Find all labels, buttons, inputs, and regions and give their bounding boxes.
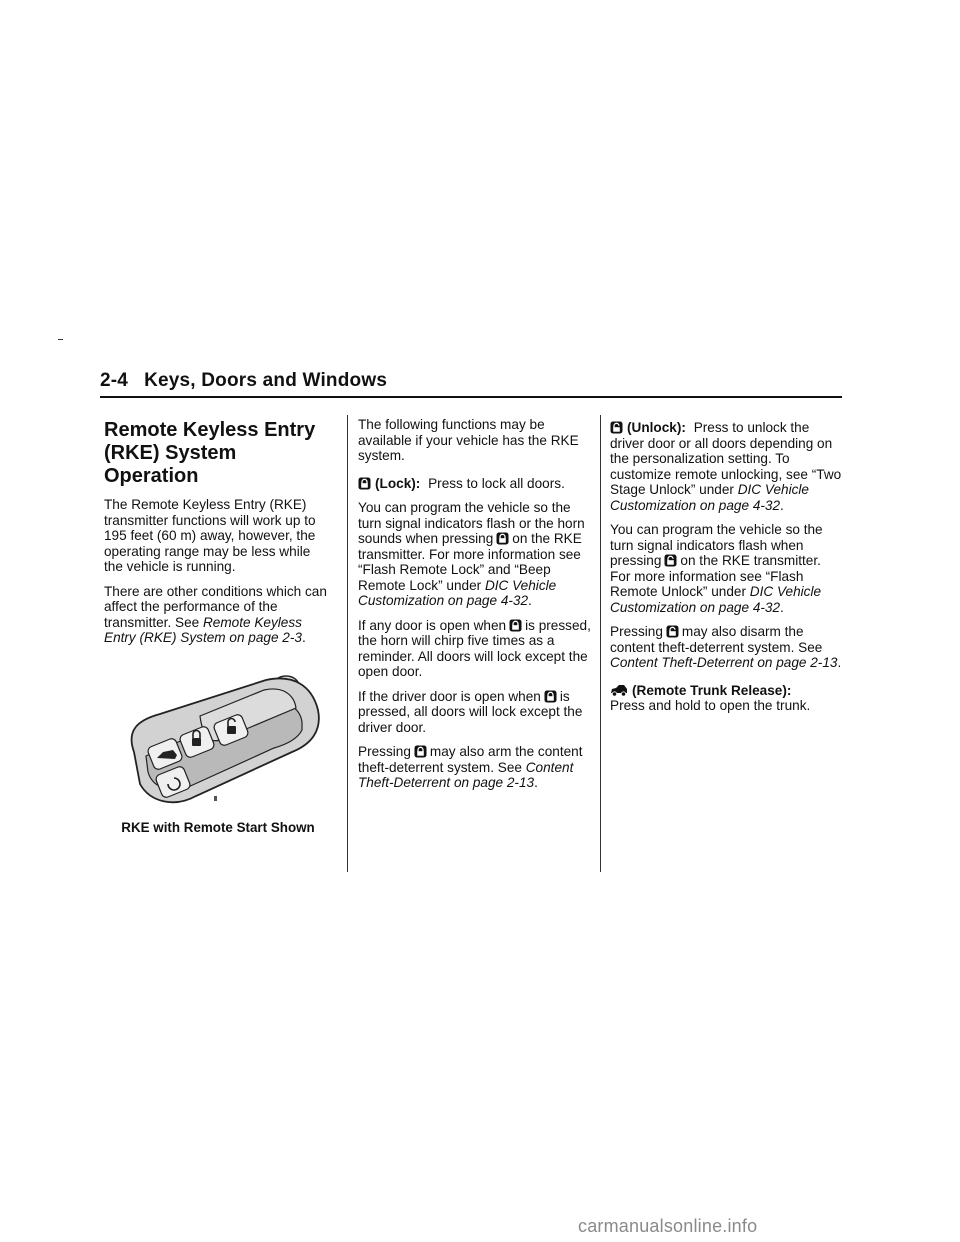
cross-reference-link[interactable]: Content Theft-Deterrent on page 2-13 [610, 655, 838, 670]
column-left [104, 415, 332, 835]
paragraph: You can program the vehicle so the turn signal indicators flash or the horn sounds when pressing on the RKE transmitter. For more information see “Flash Remote Lock” and “Beep Remote Lock” under DIC Vehicle Customization on page 4-32. [358, 500, 585, 608]
lock-label: (Lock): [375, 475, 421, 491]
paragraph: The following functions may be available if your vehicle has the RKE system. [358, 417, 579, 463]
paragraph: If the driver door is open when is pressed, all doors will lock except the driver door. [358, 688, 583, 735]
padlock-open-icon [666, 625, 679, 638]
paragraph: Pressing may also arm the content theft-deterrent system. See Content Theft-Deterrent on page 2-13. [358, 744, 583, 790]
padlock-closed-icon [496, 532, 509, 545]
chapter-title: Keys, Doors and Windows [144, 370, 388, 391]
unlock-label: (Unlock): [627, 420, 686, 435]
header-rule [100, 396, 842, 398]
trunk-release-label: (Remote Trunk Release): [632, 682, 792, 698]
paragraph: You can program the vehicle so the turn signal indicators flash when pressing on the RKE transmitter. For more information see “Flash Remote Unlock” under DIC Vehicle Customization on page 4-32. [610, 522, 823, 615]
paragraph: (Remote Trunk Release): Press and hold to open the trunk. [610, 682, 811, 713]
cross-reference-link[interactable]: Content Theft-Deterrent on page 2-13 [358, 759, 574, 790]
cross-reference-link[interactable]: DIC Vehicle Customization on page 4-32 [358, 577, 557, 608]
paragraph: Pressing may also disarm the content theft-deterrent system. See Content Theft-Deterrent on page 2-13. [610, 624, 842, 670]
margin-mark [58, 339, 63, 340]
padlock-closed-icon [544, 690, 557, 703]
column-divider [347, 415, 348, 872]
cross-reference-link[interactable]: DIC Vehicle Customization on page 4-32 [610, 584, 822, 615]
padlock-closed-icon [358, 477, 371, 490]
padlock-closed-icon [414, 745, 427, 758]
page-number: 2-4 [100, 370, 129, 391]
paragraph: The Remote Keyless Entry (RKE) transmitter functions will work up to 195 feet (60 m) away, however, the operating range may be less while the vehicle is running. [104, 497, 316, 574]
padlock-closed-icon [509, 619, 522, 632]
cross-reference-link[interactable]: Remote Keyless Entry (RKE) System on page 2-3 [104, 614, 302, 645]
column-middle [358, 417, 592, 800]
padlock-open-icon [610, 421, 623, 434]
paragraph: If any door is open when is pressed, the horn will chirp five times as a reminder. All doors will lock except the open door. [358, 617, 591, 679]
rke-transmitter-illustration [116, 674, 322, 814]
cross-reference-link[interactable]: DIC Vehicle Customization on page 4-32 [610, 482, 809, 513]
watermark: carmanualsonline.info [578, 1216, 758, 1236]
paragraph: (Lock): Press to lock all doors. [358, 476, 592, 492]
padlock-open-icon [664, 554, 677, 567]
paragraph: (Unlock): Press to unlock the driver door or all doors depending on the personalization setting. To customize remote unlocking, see “Two Stage Unlock” under DIC Vehicle Customization on page 4-32. [610, 420, 842, 513]
column-divider [600, 415, 601, 872]
paragraph: There are other conditions which can affect the performance of the transmitter. See Remote Keyless Entry (RKE) System on page 2-3. [104, 583, 327, 645]
column-right [610, 420, 842, 723]
figure-caption: RKE with Remote Start Shown [121, 819, 315, 835]
page-header [100, 370, 842, 392]
section-heading: Remote Keyless Entry (RKE) System Operation [104, 419, 316, 487]
car-trunk-icon [610, 684, 628, 697]
